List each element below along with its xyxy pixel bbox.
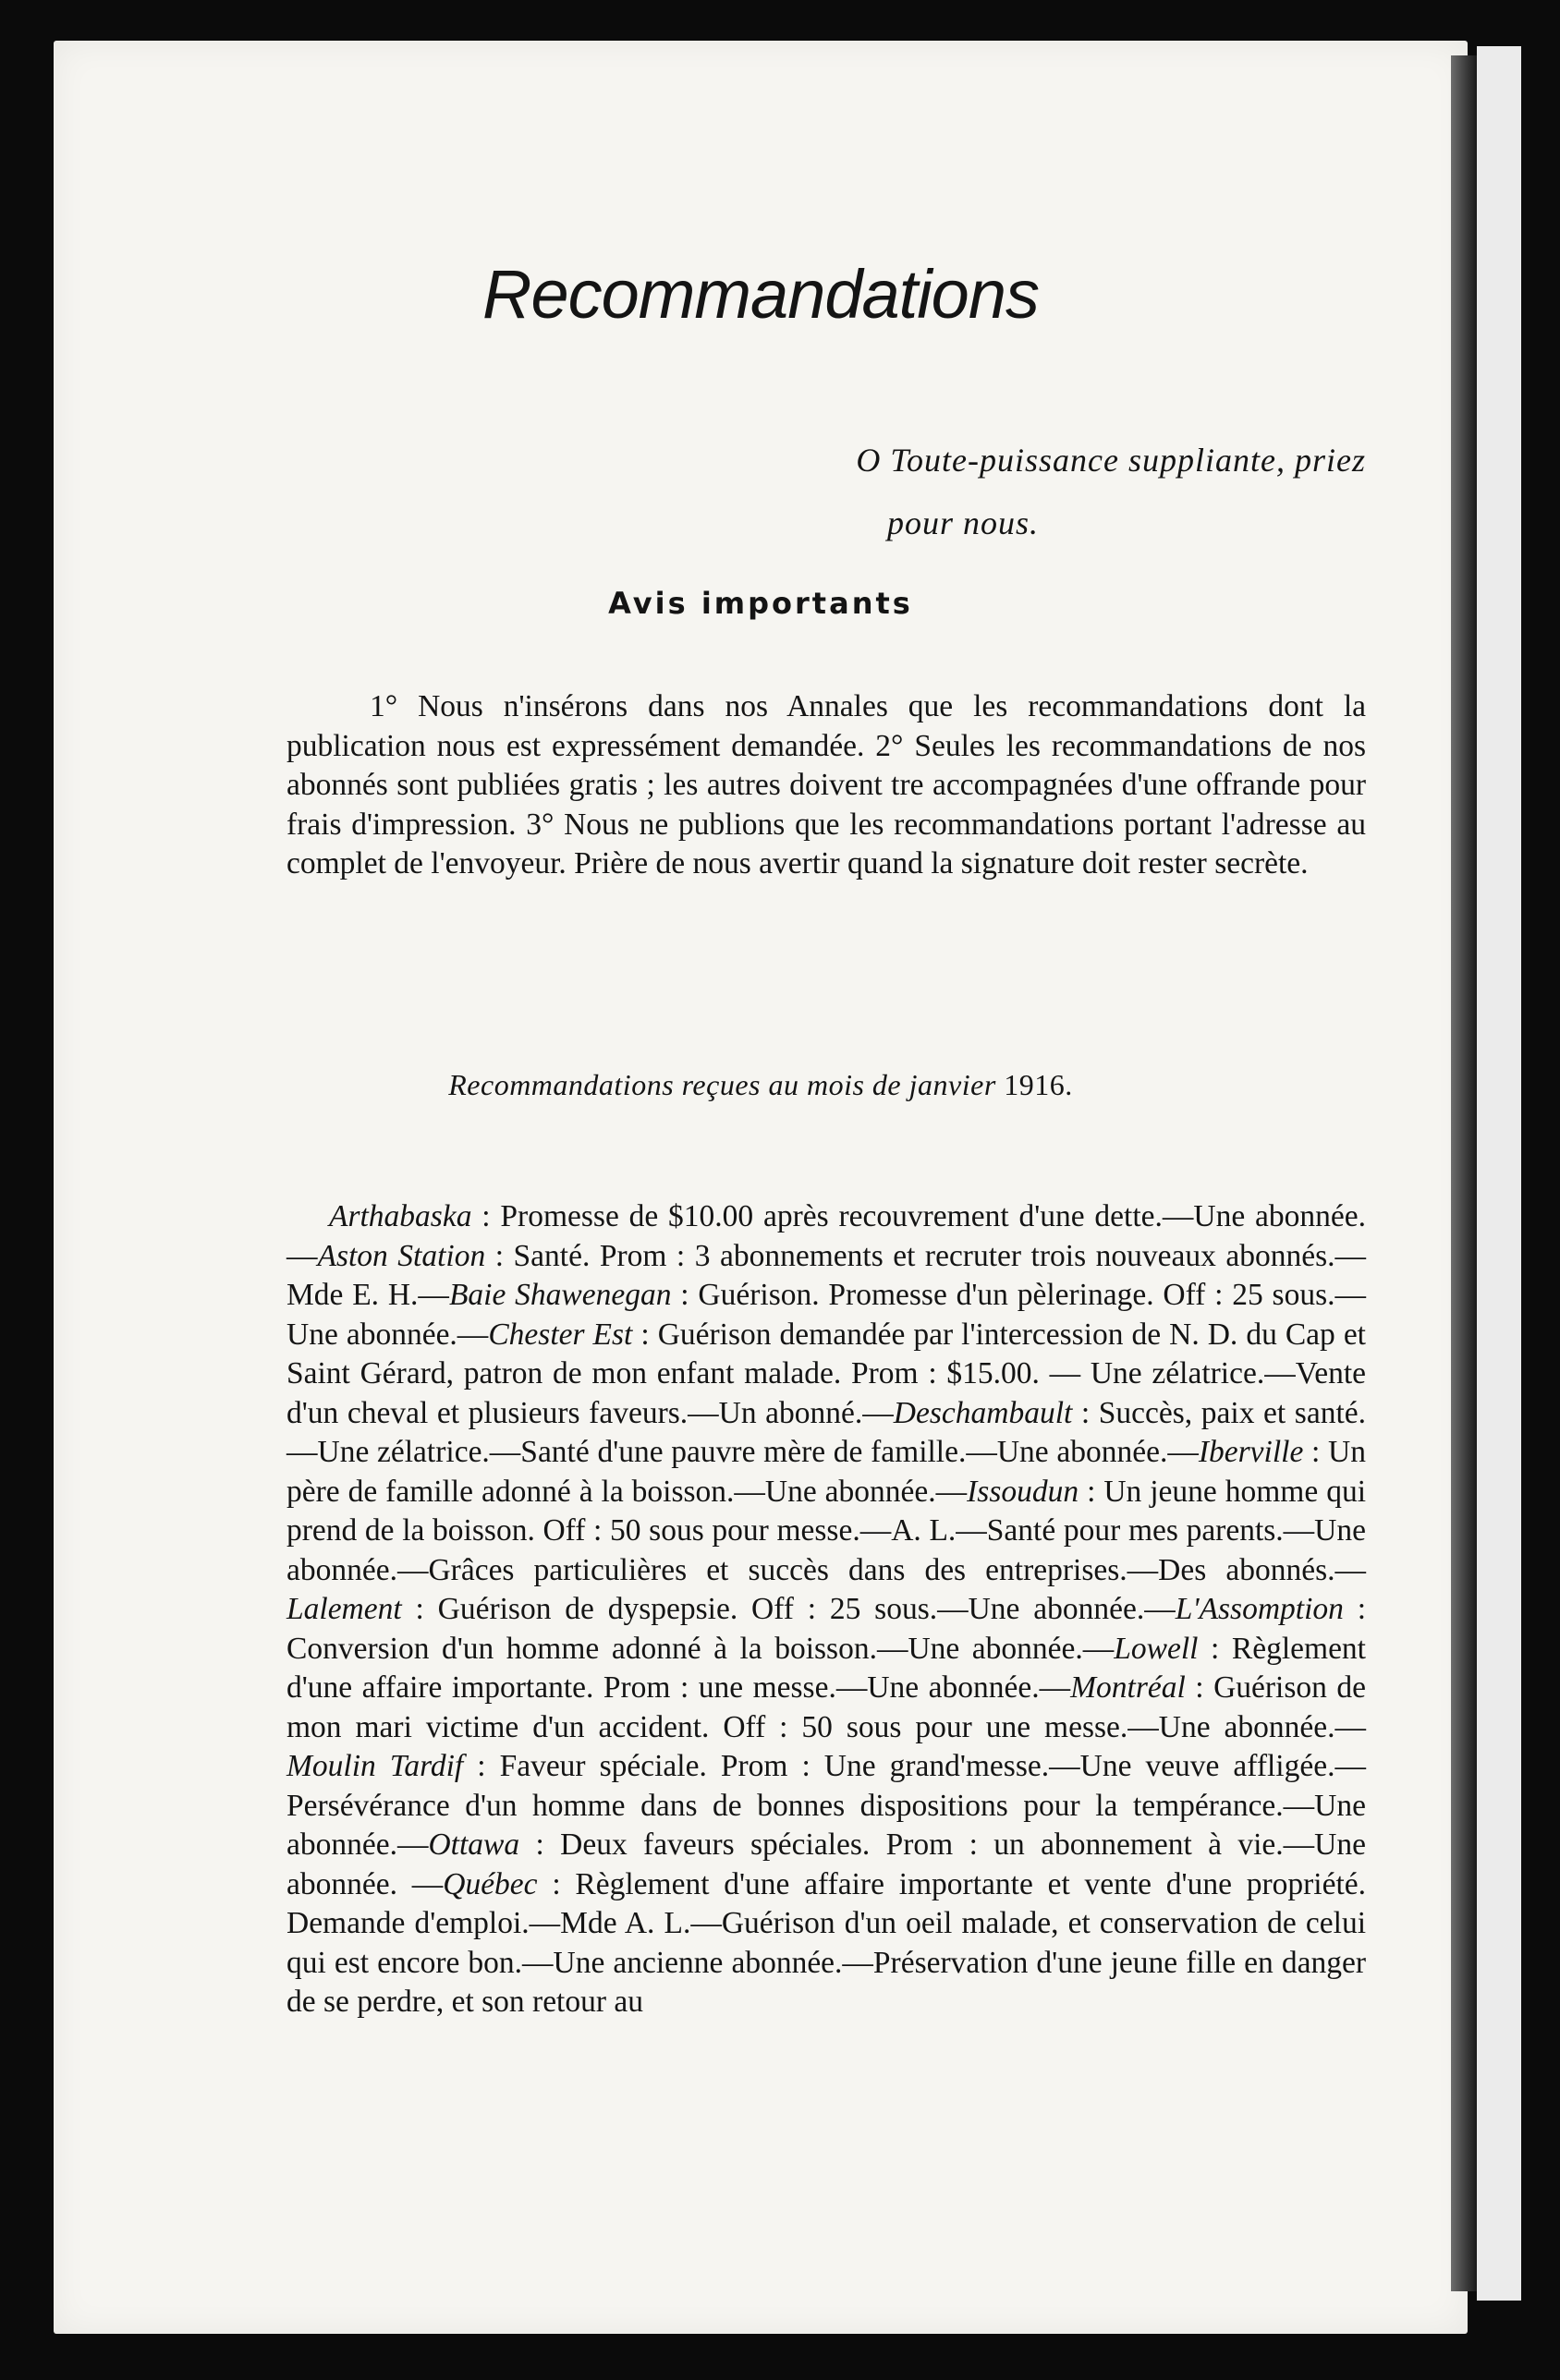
recommendation-text: : Un jeune homme qui prend de la boisson. Off : 50 sous pour messe.—A. L.—Santé pour mes parents.—Une abonnée.—Grâces particulières et succès dans des entreprises.—Des abonnés.— bbox=[286, 1474, 1366, 1587]
recommendation-text: : Promesse de $10.00 après recouvrement d'une dette.—Une abonnée.— bbox=[286, 1199, 1366, 1273]
recommendation-place: Moulin Tardif bbox=[286, 1749, 464, 1783]
recommendation-text: : Faveur spéciale. Prom : Une grand'messe.—Une veuve affligée.—Persévérance d'un homme dans de bonnes dispositions pour la tempérance.—Une abonnée.— bbox=[286, 1749, 1366, 1862]
recommendation-place: Montréal bbox=[1070, 1670, 1186, 1705]
invocation bbox=[774, 429, 1366, 554]
notice-body: 1° Nous n'insérons dans nos Annales que les recommandations dont la publication nous est expressément demandée. 2° Seules les recommandations de nos abonnés sont publiées gratis ; les autres doivent tre accompagnées d'une offrande pour frais d'impression. 3° Nous ne publions que les recommandations portant l'adresse au complet de l'envoyeur. Prière de nous avertir quand la signature doit rester secrète. bbox=[286, 689, 1366, 880]
recommendation-text: : Succès, paix et santé.—Une zélatrice.—Santé d'une pauvre mère de famille.—Une abonnée.— bbox=[286, 1395, 1366, 1469]
recommendation-text: : Santé. Prom : 3 abonnements et recruter trois nouveaux abonnés.—Mde E. H.— bbox=[286, 1238, 1366, 1312]
recommendation-place: Chester Est bbox=[488, 1317, 633, 1352]
recommendation-place: Lowell bbox=[1114, 1631, 1199, 1666]
recommendation-place: Aston Station bbox=[317, 1238, 486, 1273]
recommendations-list bbox=[286, 1197, 1366, 2022]
recommendation-place: Arthabaska bbox=[329, 1199, 472, 1233]
recommendation-text: : Guérison. Promesse d'un pèlerinage. Off : 25 sous.—Une abonnée.— bbox=[286, 1278, 1366, 1352]
invocation-line-2: pour nous. bbox=[887, 504, 1040, 541]
recommendation-place: Deschambault bbox=[893, 1395, 1073, 1430]
adjacent-page-edge bbox=[1477, 46, 1521, 2301]
recommendation-place: L'Assomption bbox=[1175, 1592, 1344, 1626]
month-heading-text: Recommandations reçues au mois de janvier bbox=[448, 1068, 996, 1101]
recommendation-place: Iberville bbox=[1198, 1435, 1304, 1469]
recommendation-text: : Guérison de mon mari victime d'un accident. Off : 50 sous pour une messe.—Une abonnée.— bbox=[286, 1670, 1366, 1744]
invocation-line-1: O Toute-puissance suppliante, priez bbox=[856, 442, 1366, 479]
document-page bbox=[54, 41, 1468, 2334]
recommendation-text: : Guérison de dyspepsie. Off : 25 sous.—Une abonnée.— bbox=[401, 1592, 1176, 1626]
recommendation-text: : Un père de famille adonné à la boisson.—Une abonnée.— bbox=[286, 1435, 1366, 1509]
recommendation-place: Québec bbox=[443, 1866, 538, 1901]
notice-heading: Avis importants bbox=[608, 586, 913, 621]
month-heading-year: 1916. bbox=[1004, 1068, 1073, 1101]
recommendation-place: Ottawa bbox=[428, 1828, 520, 1862]
recommendation-place: Baie Shawenegan bbox=[448, 1278, 672, 1312]
page-binding-shadow bbox=[1451, 55, 1477, 2291]
recommendation-text: : Conversion d'un homme adonné à la boisson.—Une abonnée.— bbox=[286, 1592, 1366, 1666]
page-title: Recommandations bbox=[482, 256, 1039, 333]
recommendation-text: : Règlement d'une affaire importante. Prom : une messe.—Une abonnée.— bbox=[286, 1631, 1366, 1705]
recommendation-text: : Deux faveurs spéciales. Prom : un abonnement à vie.—Une abonnée. — bbox=[286, 1828, 1366, 1901]
month-heading bbox=[54, 1068, 1468, 1102]
recommendation-place: Issoudun bbox=[967, 1474, 1079, 1509]
recommendation-place: Lalement bbox=[286, 1592, 402, 1626]
page-content bbox=[54, 41, 1468, 2334]
recommendation-text: : Règlement d'une affaire importante et vente d'une propriété. Demande d'emploi.—Mde A. L.—Guérison d'un oeil malade, et conservation de celui qui est encore bon.—Une ancienne abonnée.—Préservation d'une jeune fille en danger de se perdre, et son retour au bbox=[286, 1866, 1367, 2019]
recommendation-text: : Guérison demandée par l'intercession de N. D. du Cap et Saint Gérard, patron de mon enfant malade. Prom : $15.00. — Une zélatrice.—Vente d'un cheval et plusieurs faveurs.—Un abonné.— bbox=[286, 1317, 1366, 1430]
